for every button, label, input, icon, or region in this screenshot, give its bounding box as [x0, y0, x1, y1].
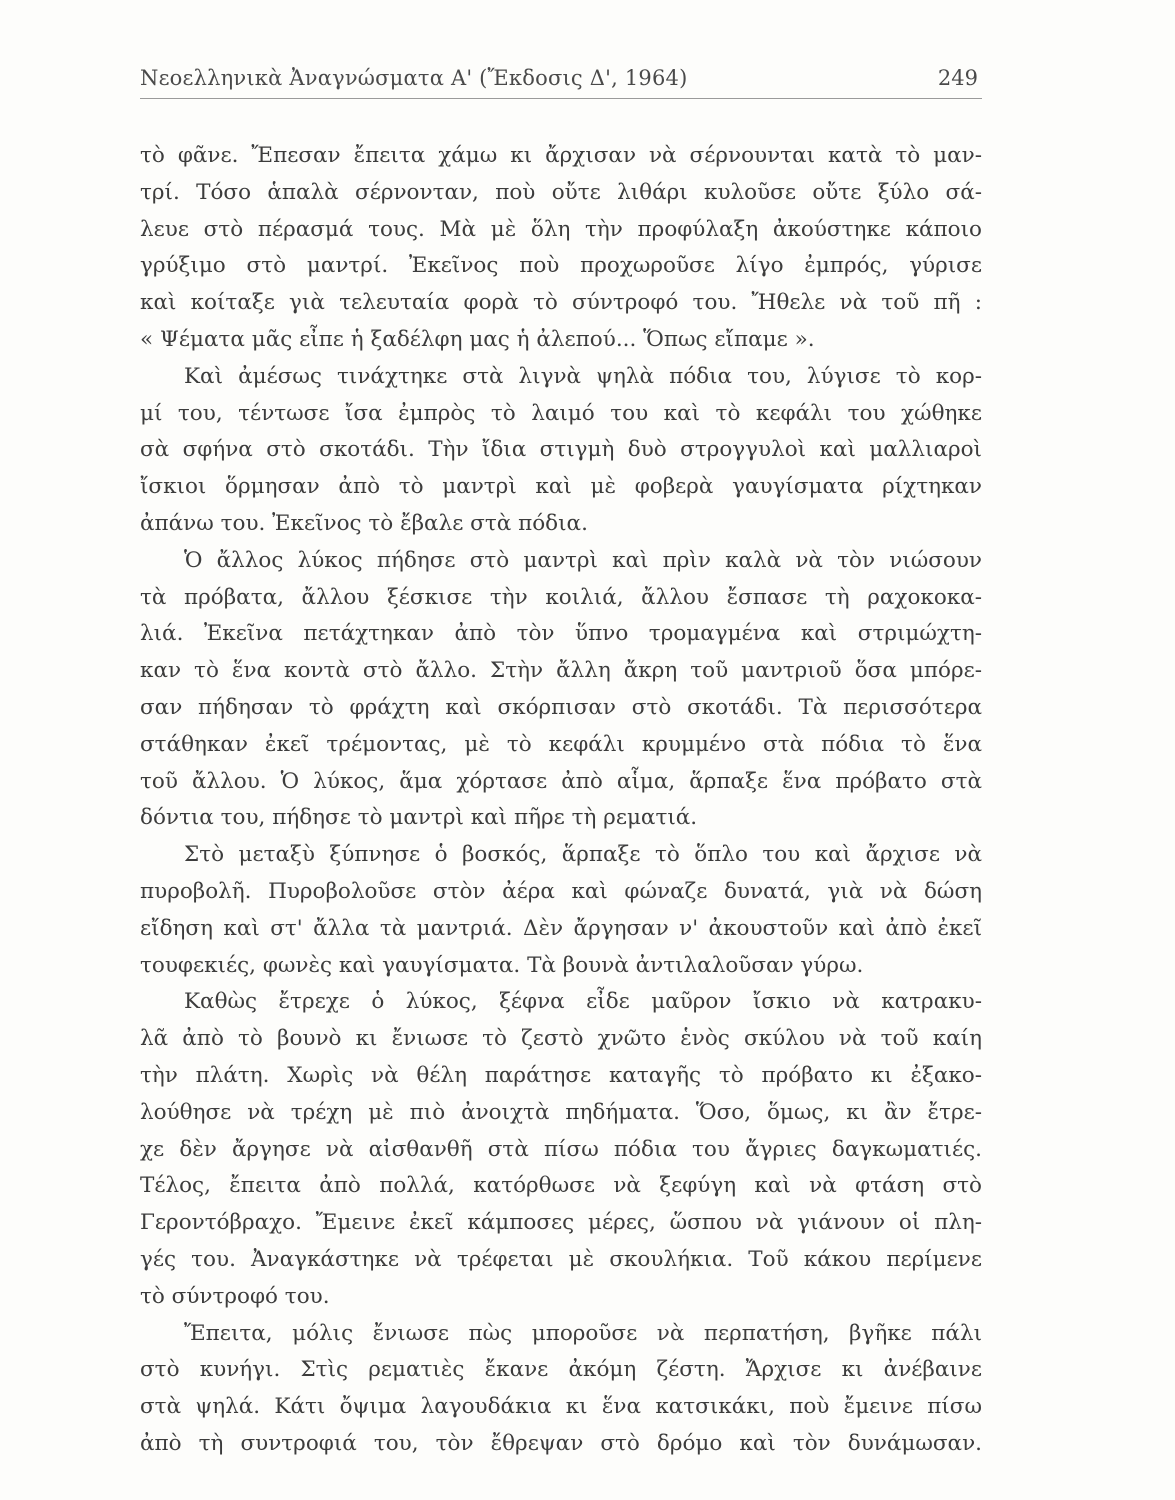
header-rule — [140, 98, 982, 99]
text-line: τὸ φᾶνε. Ἔπεσαν ἔπειτα χάμω κι ἄρχισαν νὰ σέρνουνται κατὰ τὸ μαν- — [140, 143, 982, 168]
running-header — [140, 66, 982, 102]
text-line: τουφεκιές, φωνὲς καὶ γαυγίσματα. Τὰ βουνὰ ἀντιλαλοῦσαν γύρω. — [140, 952, 864, 978]
text-line: τρί. Τόσο ἁπαλὰ σέρνονταν, ποὺ οὔτε λιθάρι κυλοῦσε οὔτε ξύλο σά- — [140, 179, 982, 205]
text-line: δόντια του, πήδησε τὸ μαντρὶ καὶ πῆρε τὴ ρεματιά. — [140, 805, 698, 831]
text-line: χε δὲν ἄργησε νὰ αἰσθανθῆ στὰ πίσω πόδια του ἄγριες δαγκωματιές. — [140, 1136, 982, 1162]
text-line: λᾶ ἀπὸ τὸ βουνὸ κι ἔνιωσε τὸ ζεστὸ χνῶτο ἑνὸς σκύλου νὰ τοῦ καίη — [140, 1026, 982, 1052]
text-line: λευε στὸ πέρασμά τους. Μὰ μὲ ὅλη τὴν προφύλαξη ἀκούστηκε κάποιο — [140, 216, 982, 242]
text-line: σαν πήδησαν τὸ φράχτη καὶ σκόρπισαν στὸ σκοτάδι. Τὰ περισσότερα — [140, 694, 982, 720]
text-line: σὰ σφήνα στὸ σκοτάδι. Τὴν ἴδια στιγμὴ δυὸ στρογγυλοὶ καὶ μαλλιαροὶ — [140, 437, 982, 463]
text-line: τὴν πλάτη. Χωρὶς νὰ θέλη παράτησε καταγῆς τὸ πρόβατο κι ἐξακο- — [140, 1062, 982, 1088]
text-line: στὸ κυνήγι. Στὶς ρεματιὲς ἔκανε ἀκόμη ζέστη. Ἄρχισε κι ἀνέβαινε — [140, 1357, 982, 1383]
text-line: Στὸ μεταξὺ ξύπνησε ὁ βοσκός, ἅρπαξε τὸ ὅπλο του καὶ ἄρχισε νὰ — [184, 842, 982, 868]
text-line: γές του. Ἀναγκάστηκε νὰ τρέφεται μὲ σκουλήκια. Τοῦ κάκου περίμενε — [140, 1246, 982, 1272]
text-line: Γεροντόβραχο. Ἔμεινε ἐκεῖ κάμποσες μέρες, ὥσπου νὰ γιάνουν οἱ πλη- — [140, 1210, 982, 1236]
text-line: τὸ σύντροφό του. — [140, 1283, 330, 1309]
header-title: Νεοελληνικὰ Ἀναγνώσματα Α' (Ἔκδοσις Δ', 1964) — [140, 66, 688, 90]
text-line: καν τὸ ἕνα κοντὰ στὸ ἄλλο. Στὴν ἄλλη ἄκρη τοῦ μαντριοῦ ὅσα μπόρε- — [140, 658, 982, 684]
text-line: Τέλος, ἔπειτα ἀπὸ πολλά, κατόρθωσε νὰ ξεφύγη καὶ νὰ φτάση στὸ — [140, 1173, 982, 1199]
body-text — [140, 138, 982, 1463]
text-line: γρύξιμο στὸ μαντρί. Ἐκεῖνος ποὺ προχωροῦσε λίγο ἐμπρός, γύρισε — [140, 253, 982, 279]
text-line: καὶ κοίταξε γιὰ τελευταία φορὰ τὸ σύντροφό του. Ἤθελε νὰ τοῦ πῆ : — [140, 290, 982, 316]
page-number: 249 — [937, 66, 978, 90]
text-line: λούθησε νὰ τρέχη μὲ πιὸ ἀνοιχτὰ πηδήματα. Ὅσο, ὅμως, κι ἂν ἔτρε- — [140, 1099, 982, 1125]
text-line: στὰ ψηλά. Κάτι ὄψιμα λαγουδάκια κι ἕνα κατσικάκι, ποὺ ἔμεινε πίσω — [140, 1394, 982, 1420]
text-line: λιά. Ἐκεῖνα πετάχτηκαν ἀπὸ τὸν ὕπνο τρομαγμένα καὶ στριμώχτη- — [140, 621, 982, 647]
text-line: « Ψέματα μᾶς εἶπε ἡ ξαδέλφη μας ἡ ἀλεπού... Ὅπως εἴπαμε ». — [140, 326, 815, 352]
text-line: μί του, τέντωσε ἴσα ἐμπρὸς τὸ λαιμό του καὶ τὸ κεφάλι του χώθηκε — [140, 400, 982, 426]
text-line: εἴδηση καὶ στ' ἄλλα τὰ μαντριά. Δὲν ἄργησαν ν' ἀκουστοῦν καὶ ἀπὸ ἐκεῖ — [140, 915, 982, 941]
text-line: ἴσκιοι ὅρμησαν ἀπὸ τὸ μαντρὶ καὶ μὲ φοβερὰ γαυγίσματα ρίχτηκαν — [140, 474, 982, 500]
text-line: Καθὼς ἔτρεχε ὁ λύκος, ξέφνα εἶδε μαῦρον ἴσκιο νὰ κατρακυ- — [184, 989, 982, 1015]
text-line: ἀπάνω του. Ἐκεῖνος τὸ ἔβαλε στὰ πόδια. — [140, 510, 588, 536]
text-line: Ἔπειτα, μόλις ἔνιωσε πὼς μποροῦσε νὰ περπατήση, βγῆκε πάλι — [184, 1320, 982, 1346]
text-line: πυροβολῆ. Πυροβολοῦσε στὸν ἀέρα καὶ φώναζε δυνατά, γιὰ νὰ δώση — [140, 878, 982, 904]
text-line: ἀπὸ τὴ συντροφιά του, τὸν ἔθρεψαν στὸ δρόμο καὶ τὸν δυνάμωσαν. — [140, 1430, 982, 1456]
text-line: στάθηκαν ἐκεῖ τρέμοντας, μὲ τὸ κεφάλι κρυμμένο στὰ πόδια τὸ ἕνα — [140, 731, 982, 757]
text-line: Ὁ ἄλλος λύκος πήδησε στὸ μαντρὶ καὶ πρὶν καλὰ νὰ τὸν νιώσουν — [184, 547, 982, 573]
text-line: Καὶ ἀμέσως τινάχτηκε στὰ λιγνὰ ψηλὰ πόδια του, λύγισε τὸ κορ- — [184, 363, 982, 389]
text-line: τὰ πρόβατα, ἄλλου ξέσκισε τὴν κοιλιά, ἄλλου ἔσπασε τὴ ραχοκοκα- — [140, 584, 982, 610]
text-line: τοῦ ἄλλου. Ὁ λύκος, ἅμα χόρτασε ἀπὸ αἷμα, ἅρπαξε ἕνα πρόβατο στὰ — [140, 768, 982, 794]
